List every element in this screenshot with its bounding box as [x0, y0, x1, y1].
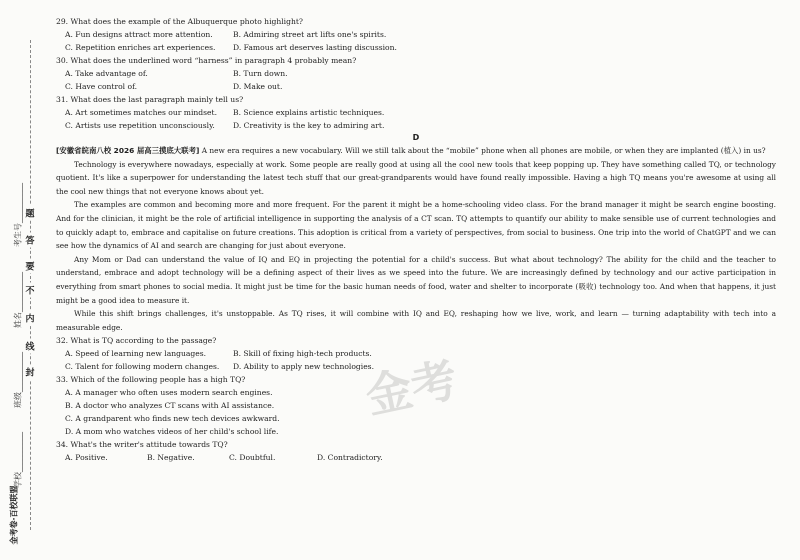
option-d: D. Make out. [233, 82, 283, 91]
passage-paragraph: The examples are common and becoming more and more frequent. For the parent it might be a home-schooling video class. For the brand manager it might be search engine boosting. And for the clinician, it might be the role of artificial intelligence in supporting the analysis of a CT scan. TQ attempts to quantify our ability to make sensible use of current technologies and to quickly adapt to, embrace and capitalise on future creations. This adoption is critical from a variety of perspectives, from social to business. One trip into the world of ChatGPT and we can see how the dynamics of AI and search are changing for just about everyone. [56, 200, 776, 251]
option-c: C. Talent for following modern changes. [65, 362, 220, 372]
passage-paragraph: Any Mom or Dad can understand the value of IQ and EQ in projecting the potential for a child's success. But what about technology? The ability for the child and the teacher to understand, embrace and adopt technology will be a defining aspect of their lives as we speed into the future. We are increasingly defined by technology and our active participation in everything from smart phones to social media. It might just be time for the basic human needs of food, water and shelter to incorporate (吸收) technology too. And when that happens, it just might be a good idea to measure it. [56, 254, 776, 305]
option-b: B. Skill of fixing high-tech products. [233, 349, 372, 359]
question-stem: 33. Which of the following people has a high TQ? [56, 375, 246, 385]
question-stem: 29. What does the example of the Albuquerque photo highlight? [56, 17, 303, 26]
seal-char: 封 [25, 365, 34, 380]
exam-no-field: 考生号__________ [13, 183, 23, 247]
question-stem: 32. What is TQ according to the passage? [56, 336, 217, 346]
question-29 [56, 15, 776, 54]
option-b: B. Turn down. [233, 69, 288, 78]
option-c: C. Doubtful. [229, 453, 276, 463]
passage-paragraph: While this shift brings challenges, it's unstoppable. As TQ rises, it will combine with IQ and EQ, reshaping how we live, work, and learn — turning adaptability with tech into a measurable edge. [56, 309, 776, 332]
options [56, 451, 776, 464]
seal-char: 内 [25, 311, 34, 326]
question-34 [56, 438, 776, 464]
question-stem: 31. What does the last paragraph mainly tell us? [56, 95, 244, 104]
seal-char: 线 [25, 339, 34, 354]
name-field: 姓名__________ [13, 272, 23, 328]
class-field: 班级__________ [13, 352, 23, 408]
source-tag: [安徽省皖南八校 2026 届高三摸底大联考] [56, 146, 200, 155]
seal-char: 不 [25, 283, 34, 298]
option-d: D. Contradictory. [317, 453, 383, 463]
option-b: B. Admiring street art lifts one's spirits. [233, 30, 387, 39]
option-b: B. A doctor who analyzes CT scans with AI assistance. [65, 401, 275, 411]
seal-char: 要 [25, 259, 34, 274]
option-a: A. Fun designs attract more attention. [65, 30, 213, 39]
option-a: A. Speed of learning new languages. [65, 349, 207, 359]
question-31 [56, 93, 776, 132]
option-b: B. Science explains artistic techniques. [233, 108, 385, 117]
option-d: D. A mom who watches videos of her child's school life. [65, 427, 279, 437]
option-d: D. Creativity is the key to admiring art. [233, 121, 385, 130]
question-stem: 34. What's the writer's attitude towards TQ? [56, 440, 228, 450]
option-c: C. Artists use repetition unconsciously. [65, 121, 215, 130]
option-c: C. Repetition enriches art experiences. [65, 43, 216, 52]
options [56, 106, 776, 132]
option-a: A. Art sometimes matches our mindset. [65, 108, 218, 117]
question-30 [56, 54, 776, 93]
school-field: 学校__________ [13, 432, 23, 488]
brand-label: 金考卷·百校联盟 [9, 485, 19, 545]
question-33 [56, 373, 776, 438]
option-c: C. A grandparent who finds new tech devices awkward. [65, 414, 280, 424]
passage-paragraph: [安徽省皖南八校 2026 届高三摸底大联考] A new era requires a new vocabulary. Will we still talk about the “mobile” phone when all phones are mobile, or when they are implanted (植入) in us? [56, 146, 766, 155]
binding-margin [0, 0, 44, 560]
options [56, 28, 776, 54]
option-d: D. Ability to apply new technologies. [233, 362, 374, 372]
seal-char: 题 [25, 206, 34, 221]
watermark: 金考 [361, 351, 463, 424]
question-stem: 30. What does the underlined word “harness” in paragraph 4 probably mean? [56, 56, 357, 65]
option-c: C. Have control of. [65, 82, 138, 91]
option-a: A. A manager who often uses modern search engines. [65, 388, 273, 398]
options [56, 347, 776, 373]
options [56, 67, 776, 93]
option-a: A. Positive. [65, 453, 108, 463]
option-b: B. Negative. [147, 453, 195, 463]
seal-char: 答 [25, 233, 34, 248]
passage-paragraph: Technology is everywhere nowadays, especially at work. Some people are really good at using all the cool new tools that keep popping up. They have something called TQ, or technology quotient. It's like a superpower for understanding the latest tech stuff that our great-grandparents would have found really impossible. Having a high TQ means you're awesome at using all the cool new things that not everyone knows about yet. [56, 159, 776, 196]
exam-page [56, 15, 776, 464]
section-heading: D [412, 133, 420, 142]
question-32 [56, 334, 776, 373]
option-d: D. Famous art deserves lasting discussion. [233, 43, 397, 52]
option-a: A. Take advantage of. [65, 69, 148, 78]
